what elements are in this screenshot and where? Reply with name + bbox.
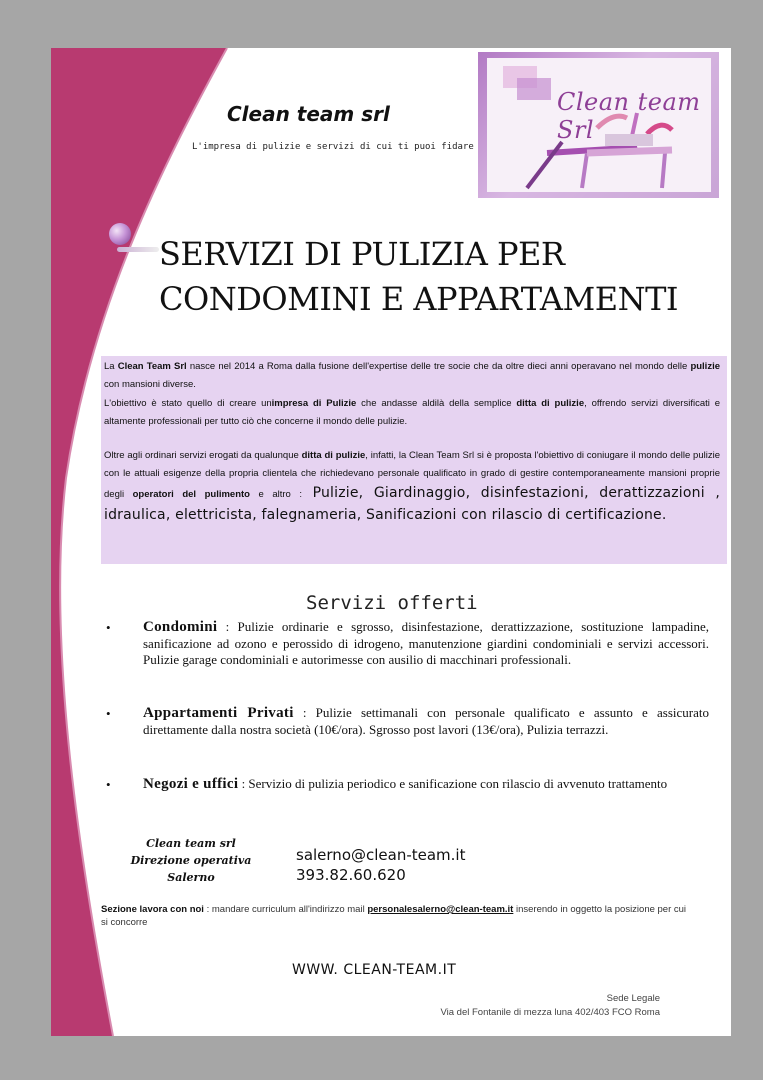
legal-address: [440, 992, 660, 1020]
work-email-link[interactable]: personalesalerno@clean-team.it: [367, 904, 514, 915]
logo-text: Clean team Srl: [557, 88, 701, 144]
bullet-icon: •: [106, 620, 111, 635]
service-item-condomini: [106, 619, 709, 669]
service-description: : Pulizie settimanali con personale qualificato e assunto e assicurato direttamente dalla nostra società (10€/ora). Sgrosso post lavori (13€/ora), Pulizia terrazzi.: [143, 705, 709, 737]
company-name: Clean team srl: [227, 102, 390, 126]
contact-phone[interactable]: 393.82.60.620: [296, 866, 406, 884]
contact-details: [296, 845, 465, 885]
services-summary: Pulizie, Giardinaggio, disinfestazioni, derattizzazioni , idraulica, elettricista, falegnameria, Sanificazioni con rilascio di certificazione.: [104, 485, 721, 523]
bullet-icon: •: [106, 706, 111, 721]
service-item-negozi: [106, 776, 709, 793]
decorative-stroke: [117, 247, 159, 252]
company-logo: [478, 52, 719, 198]
intro-paragraph-2: L'obiettivo è stato quello di creare unimpresa di Pulizie che andasse aldilà della semplice ditta di pulizie, offrendo servizi diversificati e altamente professionali per tutto ciò che concerne il mondo delle pulizie.: [104, 397, 720, 428]
service-description: : Servizio di pulizia periodico e sanificazione con rilascio di avvenuto trattamento: [238, 776, 668, 791]
work-with-us: Sezione lavora con noi : mandare curriculum all'indirizzo mail personalesalerno@clean-team.it inserendo in oggetto la posizione per cui si concorre: [101, 904, 687, 928]
contact-company: Clean team srl: [146, 837, 236, 850]
intro-text: [104, 358, 720, 526]
website-link[interactable]: WWW. CLEAN-TEAM.IT: [292, 962, 457, 978]
contact-email[interactable]: salerno@clean-team.it: [296, 846, 466, 864]
main-title-line-1: SERVIZI DI PULIZIA PER: [159, 235, 565, 273]
service-description: : Pulizie ordinarie e sgrosso, disinfestazione, derattizzazione, sostituzione lampadine, sanificazione ad ozono e perossido di idrogeno, manutenzione giardini condominiali e servizi accessori. Pulizie garage condominiali e autorimesse con ausilio di macchinari professionali.: [143, 619, 709, 667]
service-name: Condomini: [143, 619, 218, 635]
legal-label: Sede Legale: [606, 993, 660, 1004]
contact-city: Salerno: [167, 871, 215, 884]
service-name: Appartamenti Privati: [143, 705, 294, 721]
decorative-bullet-icon: [109, 223, 131, 245]
service-name: Negozi e uffici: [143, 776, 239, 792]
intro-paragraph-1: La Clean Team Srl nasce nel 2014 a Roma dalla fusione dell'expertise delle tre socie che da oltre dieci anni operavano nel mondo delle pulizie con mansioni diverse.: [104, 361, 720, 391]
work-label: Sezione lavora con noi: [101, 904, 204, 915]
legal-street: Via del Fontanile di mezza luna 402/403 FCO Roma: [440, 1007, 660, 1018]
services-title: Servizi offerti: [306, 592, 478, 614]
intro-paragraph-3: Oltre agli ordinari servizi erogati da qualunque ditta di pulizie, infatti, la Clean Team Srl si è proposta l'obiettivo di coniugare il mondo delle pulizie con le attuali esigenze della propria clientela che richiedevano personale qualificato in grado di gestire contemporaneamente mansioni proprie degli operatori del pulimento e altro : Pulizie, Giardinaggio, disinfestazioni, derattizzazioni , idraulica, elettricista, falegnameria, Sanificazioni con rilascio di certificazione.: [104, 449, 721, 523]
contact-office: [106, 835, 276, 886]
intro-section: [101, 356, 727, 564]
main-title: [159, 232, 719, 322]
service-item-appartamenti: [106, 705, 709, 738]
bullet-icon: •: [106, 777, 111, 792]
flyer-page: [51, 48, 731, 1036]
company-tagline: L'impresa di pulizie e servizi di cui ti puoi fidare: [192, 142, 474, 152]
contact-department: Direzione operativa: [130, 854, 252, 867]
main-title-line-2: CONDOMINI E APPARTAMENTI: [159, 280, 679, 318]
